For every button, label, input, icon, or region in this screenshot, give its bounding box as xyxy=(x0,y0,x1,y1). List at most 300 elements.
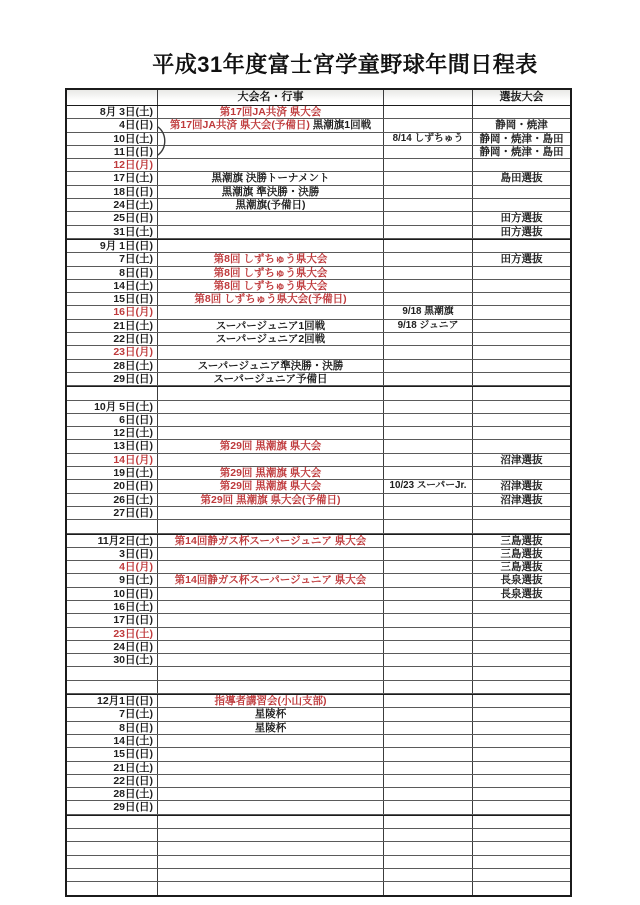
event-cell xyxy=(158,454,384,466)
note-cell xyxy=(384,360,473,372)
date-cell xyxy=(67,667,158,679)
date-cell: 15日(日) xyxy=(67,748,158,760)
blank-row xyxy=(67,386,570,400)
schedule-row xyxy=(67,333,570,346)
schedule-row xyxy=(67,561,570,574)
date-cell xyxy=(67,869,158,881)
date-cell: 11月2日(土) xyxy=(67,535,158,547)
note-cell xyxy=(384,735,473,747)
event-cell xyxy=(158,507,384,519)
note-cell xyxy=(384,199,473,211)
event-cell xyxy=(158,253,384,265)
event-cell xyxy=(158,387,384,399)
note-cell xyxy=(384,172,473,184)
note-cell xyxy=(384,373,473,385)
selection-cell xyxy=(473,695,570,707)
schedule-row xyxy=(67,159,570,172)
selection-cell xyxy=(473,722,570,734)
event-text: 指導者講習会(小山支部) xyxy=(214,695,327,708)
event-cell xyxy=(158,414,384,426)
date-cell: 8日(日) xyxy=(67,722,158,734)
note-cell xyxy=(384,641,473,653)
schedule-row xyxy=(67,722,570,735)
blank-row xyxy=(67,681,570,694)
event-cell xyxy=(158,708,384,720)
schedule-row xyxy=(67,306,570,319)
selection-cell: 沼津選抜 xyxy=(500,493,543,506)
selection-cell xyxy=(473,440,570,452)
note-cell xyxy=(384,494,473,506)
event-text: 第29回 黒潮旗 県大会 xyxy=(219,467,322,480)
date-cell: 25日(日) xyxy=(67,212,158,224)
event-cell xyxy=(158,440,384,452)
note-cell xyxy=(384,829,473,841)
selection-cell xyxy=(473,199,570,211)
event-cell xyxy=(158,856,384,868)
date-cell: 19日(土) xyxy=(67,467,158,479)
date-cell: 12日(土) xyxy=(67,427,158,439)
note-cell xyxy=(384,667,473,679)
event-cell xyxy=(158,520,384,532)
date-cell xyxy=(67,842,158,854)
selection-cell xyxy=(473,775,570,787)
header-date-cell xyxy=(67,90,158,105)
schedule-row xyxy=(67,253,570,266)
blank-row xyxy=(67,829,570,842)
schedule-row xyxy=(67,748,570,761)
event-cell xyxy=(158,159,384,171)
event-cell xyxy=(158,574,384,586)
date-cell: 17日(土) xyxy=(67,172,158,184)
date-cell: 16日(土) xyxy=(67,601,158,613)
note-cell xyxy=(384,574,473,586)
date-cell: 13日(日) xyxy=(67,440,158,452)
note-cell xyxy=(384,401,473,413)
event-text: スーパージュニア2回戦 xyxy=(215,333,326,346)
blank-row xyxy=(67,842,570,855)
selection-cell: 沼津選抜 xyxy=(500,453,543,466)
event-text: 第8回 しずちゅう県大会 xyxy=(213,279,328,292)
event-text: スーパージュニア準決勝・決勝 xyxy=(197,359,344,372)
schedule-row xyxy=(67,119,570,132)
note-cell xyxy=(384,882,473,894)
schedule-row xyxy=(67,133,570,146)
note-cell xyxy=(384,346,473,358)
event-cell xyxy=(158,494,384,506)
date-cell: 14日(土) xyxy=(67,735,158,747)
note-cell xyxy=(384,722,473,734)
date-cell: 14日(月) xyxy=(67,454,158,466)
date-cell: 31日(土) xyxy=(67,226,158,238)
date-cell: 6日(日) xyxy=(67,414,158,426)
selection-cell xyxy=(473,280,570,292)
selection-cell xyxy=(473,401,570,413)
event-text: スーパージュニア予備日 xyxy=(213,372,328,385)
event-cell xyxy=(158,427,384,439)
schedule-row xyxy=(67,548,570,561)
note-cell xyxy=(384,186,473,198)
selection-cell: 三島選抜 xyxy=(500,561,543,574)
note-cell xyxy=(384,454,473,466)
date-cell: 26日(土) xyxy=(67,494,158,506)
event-cell xyxy=(158,535,384,547)
selection-cell xyxy=(473,186,570,198)
event-cell xyxy=(158,226,384,238)
selection-cell: 静岡・焼津・島田 xyxy=(479,145,564,158)
note-cell xyxy=(384,601,473,613)
event-text: 第8回 しずちゅう県大会(予備日) xyxy=(194,293,347,306)
blank-row xyxy=(67,882,570,894)
table-header-row xyxy=(67,90,570,106)
note-cell xyxy=(384,628,473,640)
date-cell: 10月 5日(土) xyxy=(67,401,158,413)
date-cell: 28日(土) xyxy=(67,788,158,800)
date-cell xyxy=(67,829,158,841)
event-cell xyxy=(158,588,384,600)
note-cell xyxy=(384,856,473,868)
note-cell xyxy=(384,869,473,881)
event-cell xyxy=(158,186,384,198)
event-cell xyxy=(158,667,384,679)
schedule-row xyxy=(67,172,570,185)
schedule-row xyxy=(67,467,570,480)
note-cell xyxy=(384,159,473,171)
event-text: 第29回 黒潮旗 県大会 xyxy=(219,480,322,493)
schedule-row xyxy=(67,601,570,614)
date-cell: 16日(月) xyxy=(67,306,158,318)
schedule-row xyxy=(67,762,570,775)
event-cell xyxy=(158,119,384,131)
selection-cell xyxy=(473,520,570,532)
event-cell xyxy=(158,146,384,158)
event-cell xyxy=(158,267,384,279)
selection-cell xyxy=(473,681,570,693)
event-text: スーパージュニア1回戦 xyxy=(215,319,326,332)
note-cell: 9/18 ジュニア xyxy=(384,320,473,332)
schedule-row xyxy=(67,614,570,627)
date-cell: 28日(土) xyxy=(67,360,158,372)
note-cell xyxy=(384,654,473,666)
date-cell: 29日(日) xyxy=(67,801,158,813)
blank-row xyxy=(67,869,570,882)
selection-cell xyxy=(473,159,570,171)
event-cell xyxy=(158,641,384,653)
note-cell xyxy=(384,561,473,573)
selection-cell: 長泉選抜 xyxy=(500,574,543,587)
selection-cell: 田方選抜 xyxy=(500,225,543,238)
event-text: 第8回 しずちゅう県大会 xyxy=(213,253,328,266)
date-cell: 22日(日) xyxy=(67,775,158,787)
schedule-row xyxy=(67,480,570,493)
event-cell xyxy=(158,333,384,345)
schedule-row xyxy=(67,654,570,667)
note-cell xyxy=(384,681,473,693)
event-cell xyxy=(158,172,384,184)
date-cell xyxy=(67,882,158,894)
selection-cell xyxy=(473,882,570,894)
selection-cell xyxy=(473,856,570,868)
schedule-row xyxy=(67,534,570,548)
schedule-row xyxy=(67,346,570,359)
event-text: 黒潮旗 準決勝・決勝 xyxy=(221,185,320,198)
date-cell: 27日(日) xyxy=(67,507,158,519)
header-event-cell: 大会名・行事 xyxy=(158,90,384,105)
note-cell xyxy=(384,253,473,265)
selection-cell xyxy=(473,654,570,666)
event-cell xyxy=(158,240,384,252)
event-cell xyxy=(158,628,384,640)
date-cell xyxy=(67,387,158,399)
note-cell xyxy=(384,801,473,813)
note-cell: 8/14 しずちゅう xyxy=(384,133,473,145)
event-cell xyxy=(158,212,384,224)
schedule-row xyxy=(67,801,570,814)
schedule-row xyxy=(67,440,570,453)
event-cell xyxy=(158,801,384,813)
event-text: 黒潮旗1回戦 xyxy=(309,119,372,132)
event-cell xyxy=(158,133,384,145)
blank-row xyxy=(67,856,570,869)
selection-cell: 静岡・焼津 xyxy=(495,119,548,132)
event-cell xyxy=(158,561,384,573)
event-cell xyxy=(158,293,384,305)
date-cell: 29日(日) xyxy=(67,373,158,385)
blank-row xyxy=(67,667,570,680)
schedule-row xyxy=(67,106,570,119)
schedule-row xyxy=(67,574,570,587)
schedule-row xyxy=(67,694,570,708)
date-cell: 10日(日) xyxy=(67,588,158,600)
note-cell xyxy=(384,106,473,118)
event-cell xyxy=(158,829,384,841)
selection-cell xyxy=(473,333,570,345)
date-cell: 20日(日) xyxy=(67,480,158,492)
note-cell: 9/18 黒潮旗 xyxy=(384,306,473,318)
date-cell: 12日(月) xyxy=(67,159,158,171)
schedule-row xyxy=(67,226,570,239)
selection-cell xyxy=(473,735,570,747)
schedule-row xyxy=(67,494,570,507)
selection-cell: 三島選抜 xyxy=(500,534,543,547)
date-cell: 30日(土) xyxy=(67,654,158,666)
note-cell: 10/23 スーパーJr. xyxy=(384,480,473,492)
date-cell: 9日(土) xyxy=(67,574,158,586)
event-text: 第14回静ガス杯スーパージュニア 県大会 xyxy=(174,534,367,547)
note-cell xyxy=(384,267,473,279)
note-cell xyxy=(384,588,473,600)
date-cell: 7日(土) xyxy=(67,253,158,265)
event-cell xyxy=(158,306,384,318)
schedule-table xyxy=(65,88,572,897)
schedule-row xyxy=(67,186,570,199)
date-cell: 18日(日) xyxy=(67,186,158,198)
note-cell xyxy=(384,842,473,854)
date-cell xyxy=(67,520,158,532)
schedule-row xyxy=(67,146,570,159)
selection-cell xyxy=(473,601,570,613)
event-cell xyxy=(158,401,384,413)
schedule-row xyxy=(67,360,570,373)
event-text: 黒潮旗(予備日) xyxy=(235,199,306,212)
event-cell xyxy=(158,548,384,560)
date-cell: 8日(日) xyxy=(67,267,158,279)
schedule-row xyxy=(67,239,570,253)
date-cell: 12月1日(日) xyxy=(67,695,158,707)
schedule-row xyxy=(67,199,570,212)
date-cell: 10日(土) xyxy=(67,133,158,145)
event-cell xyxy=(158,360,384,372)
event-text: 星陵杯 xyxy=(254,721,287,734)
schedule-row xyxy=(67,507,570,520)
selection-cell xyxy=(473,306,570,318)
note-cell xyxy=(384,146,473,158)
event-cell xyxy=(158,320,384,332)
date-cell: 23日(月) xyxy=(67,346,158,358)
selection-cell xyxy=(473,346,570,358)
selection-cell xyxy=(473,320,570,332)
selection-cell xyxy=(473,801,570,813)
event-text: 星陵杯 xyxy=(254,708,287,721)
schedule-row xyxy=(67,401,570,414)
event-text: 第17回JA共済 県大会 xyxy=(219,106,322,118)
schedule-row xyxy=(67,414,570,427)
event-cell xyxy=(158,788,384,800)
note-cell xyxy=(384,333,473,345)
note-cell xyxy=(384,816,473,828)
date-cell: 22日(日) xyxy=(67,333,158,345)
selection-cell: 静岡・焼津・島田 xyxy=(479,132,564,145)
event-text: 第29回 黒潮旗 県大会 xyxy=(219,440,322,453)
selection-cell: 田方選抜 xyxy=(500,253,543,266)
note-cell xyxy=(384,414,473,426)
selection-cell xyxy=(473,788,570,800)
event-cell xyxy=(158,869,384,881)
event-cell xyxy=(158,346,384,358)
date-cell: 7日(土) xyxy=(67,708,158,720)
schedule-row xyxy=(67,641,570,654)
blank-row xyxy=(67,815,570,829)
date-cell: 24日(日) xyxy=(67,641,158,653)
event-cell xyxy=(158,106,384,118)
event-text: 第8回 しずちゅう県大会 xyxy=(213,266,328,279)
event-cell xyxy=(158,816,384,828)
event-cell xyxy=(158,614,384,626)
selection-cell xyxy=(473,414,570,426)
date-cell xyxy=(67,681,158,693)
selection-cell xyxy=(473,748,570,760)
note-cell xyxy=(384,280,473,292)
selection-cell xyxy=(473,628,570,640)
event-cell xyxy=(158,480,384,492)
schedule-row xyxy=(67,373,570,386)
date-cell: 8月 3日(土) xyxy=(67,106,158,118)
note-cell xyxy=(384,440,473,452)
header-selection-cell: 選抜大会 xyxy=(499,91,544,103)
event-cell xyxy=(158,654,384,666)
event-cell xyxy=(158,373,384,385)
date-cell: 14日(土) xyxy=(67,280,158,292)
selection-cell xyxy=(473,614,570,626)
note-cell xyxy=(384,520,473,532)
selection-cell xyxy=(473,467,570,479)
schedule-row xyxy=(67,788,570,801)
schedule-rows xyxy=(67,106,570,895)
event-cell xyxy=(158,199,384,211)
selection-cell xyxy=(473,106,570,118)
selection-cell xyxy=(473,373,570,385)
note-cell xyxy=(384,762,473,774)
handwritten-bracket-mark xyxy=(155,126,171,156)
date-cell: 17日(日) xyxy=(67,614,158,626)
selection-cell xyxy=(473,240,570,252)
schedule-row xyxy=(67,427,570,440)
selection-cell xyxy=(473,507,570,519)
note-cell xyxy=(384,548,473,560)
schedule-row xyxy=(67,454,570,467)
schedule-row xyxy=(67,280,570,293)
selection-cell xyxy=(473,842,570,854)
note-cell xyxy=(384,788,473,800)
note-cell xyxy=(384,119,473,131)
schedule-row xyxy=(67,293,570,306)
event-text: 第14回静ガス杯スーパージュニア 県大会 xyxy=(174,574,367,587)
date-cell: 3日(日) xyxy=(67,548,158,560)
selection-cell xyxy=(473,387,570,399)
note-cell xyxy=(384,427,473,439)
note-cell xyxy=(384,387,473,399)
selection-cell: 島田選抜 xyxy=(500,172,543,185)
note-cell xyxy=(384,535,473,547)
note-cell xyxy=(384,212,473,224)
note-cell xyxy=(384,467,473,479)
event-text: 第29回 黒潮旗 県大会(予備日) xyxy=(200,493,341,506)
event-cell xyxy=(158,882,384,894)
schedule-row xyxy=(67,212,570,225)
event-text: 黒潮旗 決勝トーナメント xyxy=(211,172,330,185)
selection-cell: 田方選抜 xyxy=(500,212,543,225)
event-cell xyxy=(158,722,384,734)
note-cell xyxy=(384,226,473,238)
date-cell xyxy=(67,816,158,828)
date-cell: 4日(月) xyxy=(67,561,158,573)
date-cell: 23日(土) xyxy=(67,628,158,640)
selection-cell xyxy=(473,267,570,279)
event-cell xyxy=(158,467,384,479)
event-cell xyxy=(158,695,384,707)
selection-cell xyxy=(473,816,570,828)
note-cell xyxy=(384,240,473,252)
event-cell xyxy=(158,681,384,693)
date-cell xyxy=(67,856,158,868)
selection-cell xyxy=(473,829,570,841)
schedule-row xyxy=(67,267,570,280)
event-cell xyxy=(158,775,384,787)
selection-cell xyxy=(473,708,570,720)
schedule-row xyxy=(67,628,570,641)
date-cell: 11日(日) xyxy=(67,146,158,158)
selection-cell: 長泉選抜 xyxy=(500,587,543,600)
event-cell xyxy=(158,280,384,292)
date-cell: 21日(土) xyxy=(67,762,158,774)
event-text: 第17回JA共済 県大会(予備日) xyxy=(169,119,310,132)
event-cell xyxy=(158,748,384,760)
schedule-row xyxy=(67,708,570,721)
schedule-row xyxy=(67,320,570,333)
note-cell xyxy=(384,614,473,626)
event-cell xyxy=(158,842,384,854)
selection-cell xyxy=(473,427,570,439)
selection-cell xyxy=(473,869,570,881)
